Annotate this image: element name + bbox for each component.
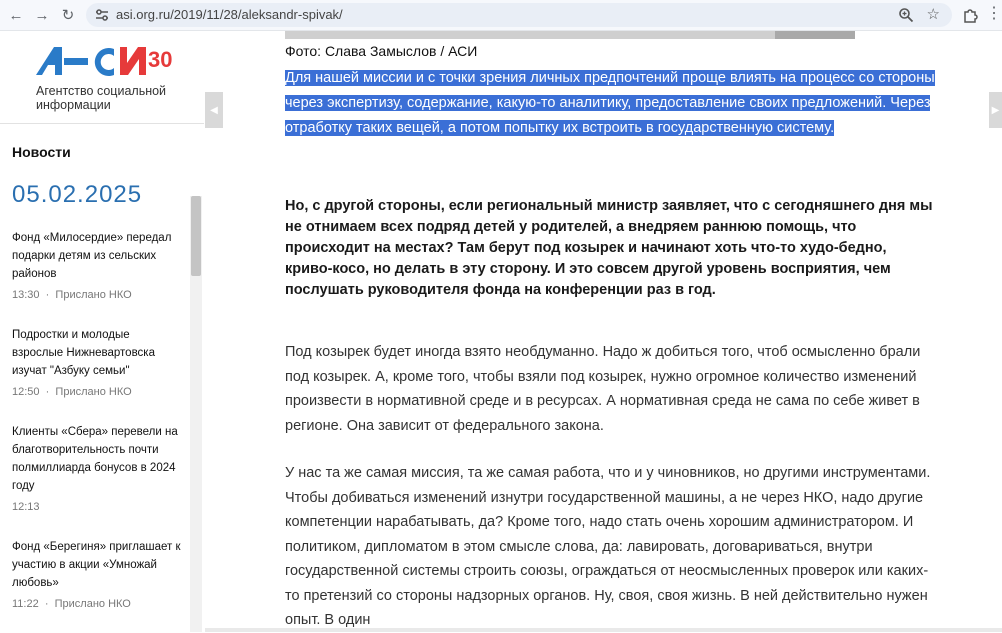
news-item-title[interactable]: Фонд «Милосердие» передал подарки детям из сельских районов bbox=[12, 232, 172, 280]
news-item-time: 13:30 bbox=[12, 289, 40, 301]
photo-caption: Фото: Слава Замыслов / АСИ bbox=[285, 43, 478, 59]
news-item-source: Прислано НКО bbox=[55, 289, 132, 301]
news-item-meta bbox=[12, 501, 182, 513]
news-heading[interactable]: Новости bbox=[12, 144, 71, 160]
news-item[interactable] bbox=[12, 229, 182, 301]
bold-paragraph: Но, с другой стороны, если региональный министр заявляет, что с сегодняшнего дня мы не отнимаем всех подряд детей у родителей, а внедряем раннюю помощь, что происходит на местах? Там берут под козырек и начинают хоть что-то худо-бедно, криво-косо, но делать в эту сторону. И это совсем другой уровень восприятия, чем послушать руководителя фонда на конференции раз в год. bbox=[285, 198, 933, 298]
horizontal-scrollbar[interactable] bbox=[205, 628, 1002, 632]
logo-tagline: Агентство социальной информации bbox=[36, 84, 167, 112]
svg-text:30: 30 bbox=[148, 47, 173, 72]
star-icon[interactable]: ☆ bbox=[926, 6, 940, 23]
arrow-left-icon: ← bbox=[8, 6, 24, 24]
news-item[interactable] bbox=[12, 538, 182, 610]
forward-button[interactable] bbox=[30, 3, 54, 27]
menu-icon[interactable]: ⋮ bbox=[986, 5, 1002, 22]
asi-logo[interactable] bbox=[36, 43, 178, 83]
address-bar[interactable] bbox=[86, 3, 952, 27]
back-button[interactable] bbox=[4, 3, 28, 27]
chevron-left-icon: ◀ bbox=[210, 104, 218, 116]
news-item[interactable] bbox=[12, 326, 182, 398]
tune-icon[interactable] bbox=[94, 7, 110, 23]
arrow-right-icon: → bbox=[34, 6, 50, 24]
url-text: asi.org.ru/2019/11/28/aleksandr-spivak/ bbox=[116, 7, 343, 22]
sidebar bbox=[0, 31, 204, 632]
news-item-time: 12:13 bbox=[12, 501, 40, 513]
news-date: 05.02.2025 bbox=[12, 181, 143, 208]
article-photo bbox=[285, 31, 855, 39]
news-item-source: Прислано НКО bbox=[54, 598, 131, 610]
divider bbox=[0, 123, 204, 124]
sidebar-scrollbar-thumb[interactable] bbox=[191, 196, 201, 276]
article-paragraph: У нас та же самая миссия, та же самая работа, что и у чиновников, но другими инструментами. Чтобы добиваться изменений изнутри государственной машины, а не через НКО, надо другие компетенции нарабатывать, да? Кроме того, надо стать очень хорошим администратором. И политиком, дипломатом в этом смысле слова, да: лавировать, договариваться, внутри государственной системы строить союзы, ограждаться от неосмысленных проверок или каких-то претензий со стороны надзорных органов. Ну, своя, своя жизнь. В ней действительно нужен опыт. В один bbox=[285, 465, 931, 628]
news-item-title[interactable]: Подростки и молодые взрослые Нижневартовска изучат "Азбуку семьи" bbox=[12, 329, 155, 377]
news-item-meta: 11:22 · Прислано НКО bbox=[12, 598, 131, 610]
expand-right-button[interactable] bbox=[989, 92, 1002, 128]
collapse-sidebar-button[interactable] bbox=[205, 92, 223, 128]
news-item[interactable] bbox=[12, 423, 182, 513]
browser-toolbar bbox=[0, 0, 1002, 31]
selected-text[interactable] bbox=[285, 66, 935, 141]
news-item-meta: 13:30 · Прислано НКО bbox=[12, 289, 132, 301]
reload-icon: ↻ bbox=[61, 7, 75, 24]
news-item-meta: 12:50 · Прислано НКО bbox=[12, 386, 132, 398]
news-item-source: Прислано НКО bbox=[55, 386, 132, 398]
chevron-right-icon: ▶ bbox=[991, 104, 1000, 116]
news-item-title[interactable]: Фонд «Берегиня» приглашает к участию в акции «Умножай любовь» bbox=[12, 541, 181, 589]
reload-button[interactable] bbox=[56, 3, 80, 27]
article-paragraph: Под козырек будет иногда взято необдуманно. Надо ж добиться того, чтоб осмысленно брали под козырек. А, кроме того, чтобы взяли под козырек, нужно огромное количество изменений произвести в нормативной среде и в ресурсах. А нормативная среда не сама по себе живет в регионе. Она зависит от федерального закона. bbox=[285, 344, 921, 434]
news-item-time: 12:50 bbox=[12, 386, 40, 398]
zoom-icon[interactable] bbox=[898, 7, 914, 23]
selected-text-span[interactable]: Для нашей миссии и с точки зрения личных предпочтений проще влиять на процесс со стороны через экспертизу, содержание, какую-то аналитику, предоставление своих предложений. Через отработку таких вещей, а потом попытку их встроить в государственную систему. bbox=[285, 70, 935, 136]
news-item-title[interactable]: Клиенты «Сбера» перевели на благотворительность почти полмиллиарда бонусов в 2024 году bbox=[12, 426, 178, 492]
puzzle-icon[interactable] bbox=[962, 6, 980, 24]
news-item-time: 11:22 bbox=[12, 598, 39, 610]
